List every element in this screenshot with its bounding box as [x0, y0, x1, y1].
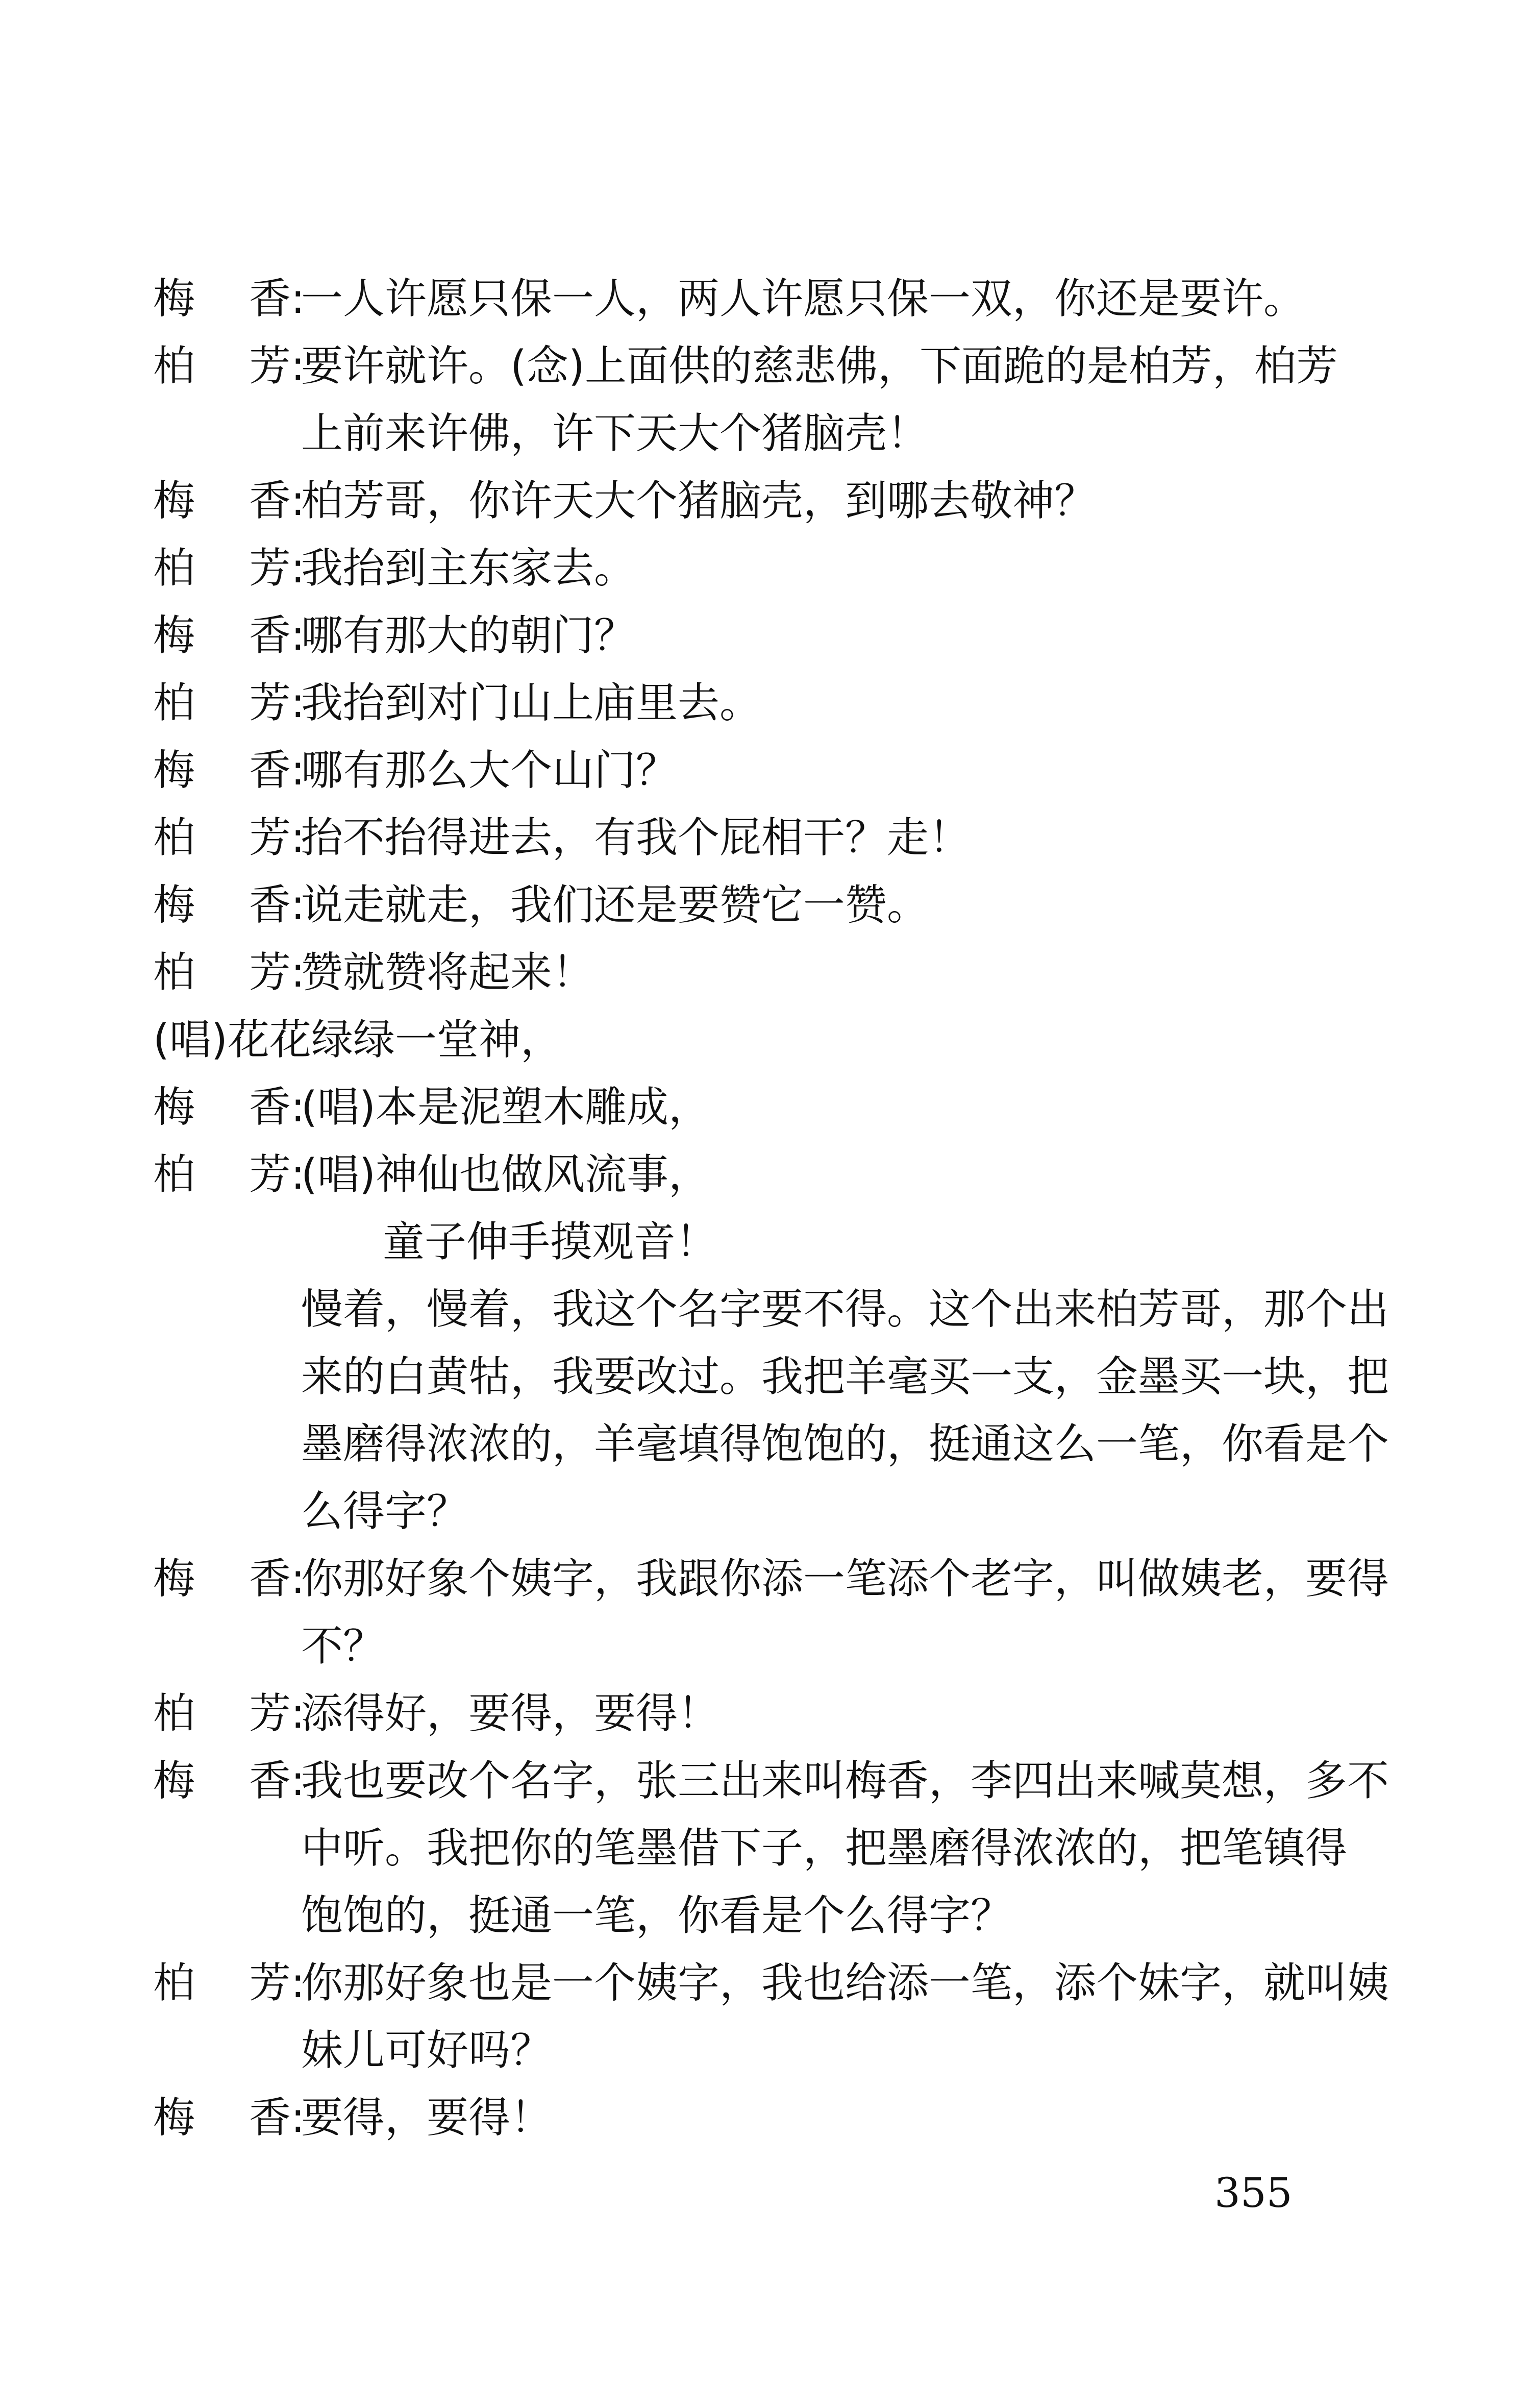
dialogue-text: 你那好象个姨字，我跟你添一笔添个老字，叫做姨老，要得: [301, 1555, 1389, 1603]
speaker-colon: :: [291, 1083, 305, 1132]
speaker-colon: :: [291, 342, 305, 390]
dialogue-text: 你那好象也是一个姨字，我也给添一笔，添个妹字，就叫姨: [301, 1959, 1389, 2007]
speaker-colon: :: [291, 477, 305, 525]
dialogue-line: [153, 1748, 1388, 1815]
dialogue-text: 我抬到主东家去。: [301, 544, 636, 593]
speaker-colon: :: [291, 2094, 305, 2142]
speaker-colon: :: [291, 275, 305, 323]
speaker-name: 柏芳: [153, 1150, 291, 1199]
speaker-colon: :: [291, 1150, 305, 1199]
dialogue-line: [153, 333, 1388, 400]
speaker-colon: :: [291, 746, 305, 795]
speaker-colon: :: [291, 881, 305, 929]
dialogue-text: 我也要改个名字，张三出来叫梅香，李四出来喊莫想，多不: [301, 1757, 1389, 1805]
continuation-line: 中听。我把你的笔墨借下子，把墨磨得浓浓的，把笔镇得: [301, 1824, 1348, 1873]
speaker-name: 柏芳: [153, 679, 291, 727]
dialogue-text: 抬不抬得进去，有我个屁相干？走！: [301, 814, 971, 862]
dialogue-line: [153, 1680, 1388, 1748]
speaker-name: 梅香: [153, 881, 291, 929]
dialogue-line: [153, 1545, 1388, 1613]
speaker-colon: :: [291, 1689, 305, 1738]
speaker-name: 梅香: [153, 746, 291, 795]
dialogue-line: [153, 1950, 1388, 2017]
speaker-name: 梅香: [153, 1083, 291, 1132]
speaker-name: 梅香: [153, 1555, 291, 1603]
dialogue-line: [153, 737, 1388, 804]
speaker-name: 梅香: [153, 2094, 291, 2142]
dialogue-line: [153, 804, 1388, 872]
dialogue-line: [153, 939, 1388, 1006]
speaker-name: 柏芳: [153, 1689, 291, 1738]
dialogue-text: 哪有那大的朝门？: [301, 611, 636, 660]
dialogue-text: 我抬到对门山上庙里去。: [301, 679, 762, 727]
speaker-name: 柏芳: [153, 1959, 291, 2007]
dialogue-text: 说走就走，我们还是要赞它一赞。: [301, 881, 929, 929]
speaker-colon: :: [291, 679, 305, 727]
dialogue-text: 要得，要得！: [301, 2094, 553, 2142]
dialogue-text: 赞就赞将起来！: [301, 948, 594, 997]
dialogue-line: [153, 1141, 1388, 1209]
continuation-line: 来的白黄牯，我要改过。我把羊毫买一支，金墨买一块，把: [301, 1353, 1389, 1401]
script-text: [153, 265, 1388, 2152]
continuation-line: 上前来许佛，许下天大个猪脑壳！: [301, 409, 929, 458]
continuation-line: 慢着，慢着，我这个名字要不得。这个出来柏芳哥，那个出: [301, 1285, 1389, 1334]
dialogue-line: [153, 872, 1388, 939]
dialogue-text: 柏芳哥，你许天大个猪脑壳，到哪去敬神？: [301, 477, 1097, 525]
dialogue-line: [153, 468, 1388, 535]
continuation-line: 饱饱的，挺通一笔，你看是个么得字？: [301, 1891, 1013, 1940]
speaker-colon: :: [291, 948, 305, 997]
dialogue-line: [153, 1074, 1388, 1141]
speaker-name: 梅香: [153, 275, 291, 323]
dialogue-line: [153, 2084, 1388, 2152]
speaker-name: 柏芳: [153, 948, 291, 997]
speaker-name: 柏芳: [153, 544, 291, 593]
stage-direction-line: (唱)花花绿绿一堂神，: [153, 1016, 562, 1064]
page-number: 355: [1214, 2169, 1293, 2217]
speaker-name: 柏芳: [153, 814, 291, 862]
continuation-line: 妹儿可好吗？: [301, 2026, 553, 2075]
speaker-name: 梅香: [153, 611, 291, 660]
dialogue-text: 添得好，要得，要得！: [301, 1689, 720, 1738]
song-continuation-line: 童子伸手摸观音！: [383, 1218, 718, 1266]
speaker-colon: :: [291, 1757, 305, 1805]
speaker-name: 柏芳: [153, 342, 291, 390]
speaker-colon: :: [291, 611, 305, 660]
dialogue-line: [153, 265, 1388, 333]
dialogue-text: 一人许愿只保一人，两人许愿只保一双，你还是要许。: [301, 275, 1306, 323]
continuation-line: 墨磨得浓浓的，羊毫填得饱饱的，挺通这么一笔，你看是个: [301, 1420, 1389, 1468]
dialogue-text: (唱)本是泥塑木雕成，: [301, 1083, 710, 1132]
speaker-colon: :: [291, 1959, 305, 2007]
dialogue-text: 要许就许。(念)上面供的慈悲佛，下面跪的是柏芳，柏芳: [301, 342, 1338, 390]
dialogue-line: [153, 602, 1388, 670]
speaker-colon: :: [291, 1555, 305, 1603]
speaker-colon: :: [291, 814, 305, 862]
speaker-colon: :: [291, 544, 305, 593]
dialogue-text: 哪有那么大个山门？: [301, 746, 678, 795]
dialogue-text: (唱)神仙也做风流事，: [301, 1150, 710, 1199]
dialogue-line: [153, 535, 1388, 602]
dialogue-line: [153, 670, 1388, 737]
speaker-name: 梅香: [153, 1757, 291, 1805]
continuation-line: 么得字？: [301, 1487, 469, 1536]
speaker-name: 梅香: [153, 477, 291, 525]
continuation-line: 不？: [301, 1622, 385, 1670]
